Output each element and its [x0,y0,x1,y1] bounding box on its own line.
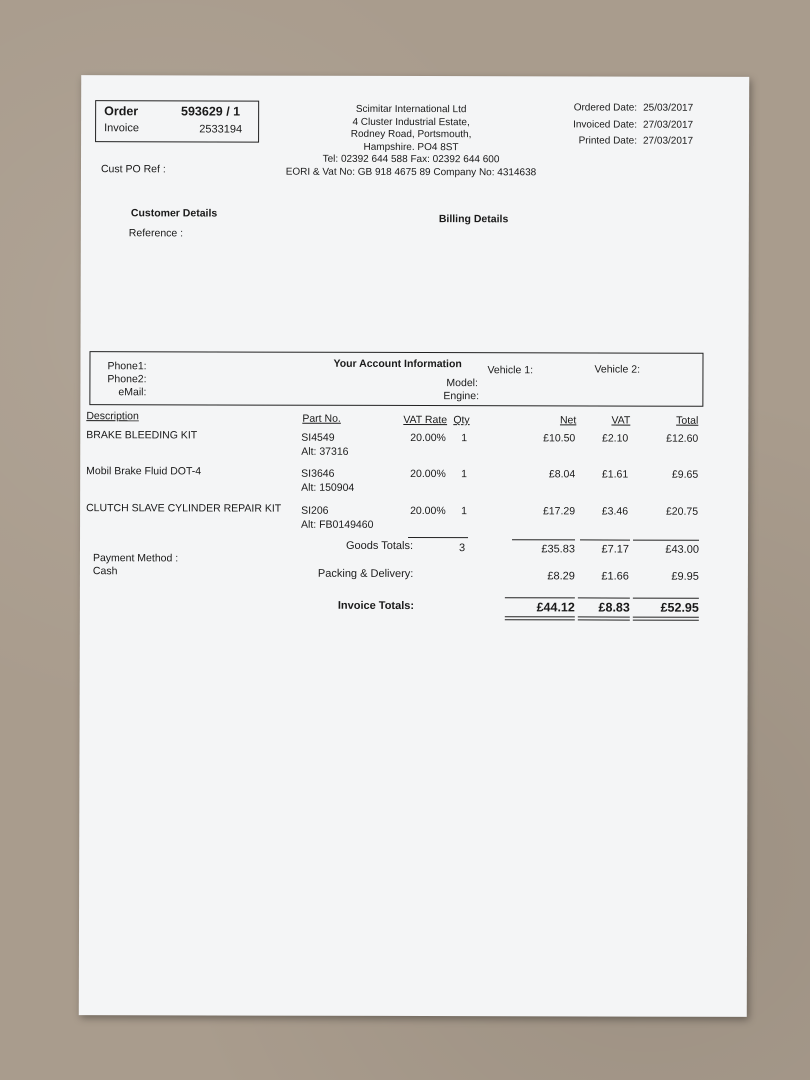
row-qty: 1 [461,505,467,518]
invoice-totals-net: £44.12 [536,600,575,615]
company-name: Scimitar International Ltd [355,103,467,116]
row-vat: £2.10 [601,432,629,445]
vat-subtotal-rule [580,539,630,540]
qty-subtotal-rule [408,537,468,538]
customer-details-title: Customer Details [130,207,218,220]
total-subtotal-rule [633,540,699,541]
invoice-total-double-rule [633,617,699,621]
row-vat-rate: 20.00% [410,504,446,518]
ordered-date-label: Ordered Date: [573,102,638,114]
model-label: Model: [446,377,478,390]
header-vat: VAT [611,414,631,427]
cust-po-ref-label: Cust PO Ref : [100,163,166,176]
row-alt-part: Alt: 150904 [301,481,355,494]
invoice-page [79,75,749,1017]
row-total: £12.60 [666,432,699,445]
invoice-total-top-rule [633,598,699,599]
dates-block [573,100,693,150]
goods-totals-total: £43.00 [665,543,700,556]
invoice-label: Invoice [104,122,139,135]
row-net: £8.04 [548,468,576,481]
payment-method-label: Payment Method : [92,552,179,565]
invoiced-date-label: Invoiced Date: [573,118,638,131]
header-part-no: Part No. [302,412,341,425]
row-part-no: SI206 [301,504,329,517]
phone1-label: Phone1: [107,360,147,373]
goods-totals-label: Goods Totals: [345,539,414,552]
row-vat-rate: 20.00% [410,467,446,481]
row-vat-rate: 20.00% [410,431,446,445]
order-label: Order [104,104,139,119]
row-total: £9.65 [671,468,699,481]
row-total: £20.75 [665,505,699,518]
company-address-line3: Hampshire. PO4 8ST [363,141,459,153]
invoice-net-double-rule [505,616,575,620]
invoiced-date-row [573,117,693,134]
row-qty: 1 [461,468,468,481]
row-net: £17.29 [542,505,576,518]
printed-date-row [573,133,693,150]
row-vat: £1.61 [601,468,629,481]
account-info-box [89,351,703,407]
payment-method-value: Cash [92,565,118,578]
company-address-line2: Rodney Road, Portsmouth, [350,129,472,141]
invoice-totals-total: £52.95 [660,600,699,615]
phone2-label: Phone2: [107,373,147,386]
printed-date-value: 27/03/2017 [642,135,694,147]
row-part-no: SI3646 [301,467,335,480]
billing-details-title: Billing Details [438,213,509,226]
row-vat: £3.46 [601,505,629,518]
invoice-vat-top-rule [578,597,630,598]
company-address-line1: 4 Cluster Industrial Estate, [352,116,470,128]
company-eori: EORI & Vat No: GB 918 4675 89 Company No: 4314638 [285,166,537,179]
row-alt-part: Alt: FB0149460 [301,518,374,531]
row-part-no: SI4549 [301,431,335,444]
packing-delivery-total: £9.95 [671,570,699,583]
header-total: Total [676,414,699,427]
ordered-date-row [573,100,693,117]
invoice-net-top-rule [505,597,575,598]
row-qty: 1 [461,432,468,445]
printed-date-label: Printed Date: [578,135,638,147]
row-description: Mobil Brake Fluid DOT-4 [86,465,202,478]
company-phone: Tel: 02392 644 588 Fax: 02392 644 600 [322,154,500,166]
packing-delivery-vat: £1.66 [601,570,629,583]
row-description: CLUTCH SLAVE CYLINDER REPAIR KIT [86,502,282,515]
vehicle2-label: Vehicle 2: [594,363,641,376]
invoice-number: 2533194 [199,123,243,136]
row-net: £10.50 [543,432,576,445]
invoice-totals-vat: £8.83 [598,600,630,615]
invoiced-date-value: 27/03/2017 [643,119,694,131]
invoice-vat-double-rule [578,616,630,620]
invoice-totals-label: Invoice Totals: [337,599,415,613]
packing-delivery-net: £8.29 [547,570,575,583]
vehicle1-label: Vehicle 1: [487,364,534,377]
goods-totals-net: £35.83 [541,543,576,556]
header-net: Net [559,414,577,427]
row-alt-part: Alt: 37316 [301,445,349,458]
net-subtotal-rule [512,539,575,540]
ordered-date-value: 25/03/2017 [643,102,694,114]
row-description: BRAKE BLEEDING KIT [86,429,198,442]
account-info-title: Your Account Information [333,357,462,371]
reference-label: Reference : [128,227,184,240]
goods-totals-vat: £7.17 [601,543,630,556]
order-number: 593629 / 1 [181,104,241,119]
header-description: Description [86,410,139,423]
header-qty: Qty [453,414,470,427]
packing-delivery-label: Packing & Delivery: [317,567,414,580]
engine-label: Engine: [443,390,480,403]
order-box [95,100,259,142]
goods-totals-qty: 3 [458,542,466,555]
company-address [267,104,555,180]
email-label: eMail: [118,386,147,399]
header-vat-rate: VAT Rate [403,413,448,427]
